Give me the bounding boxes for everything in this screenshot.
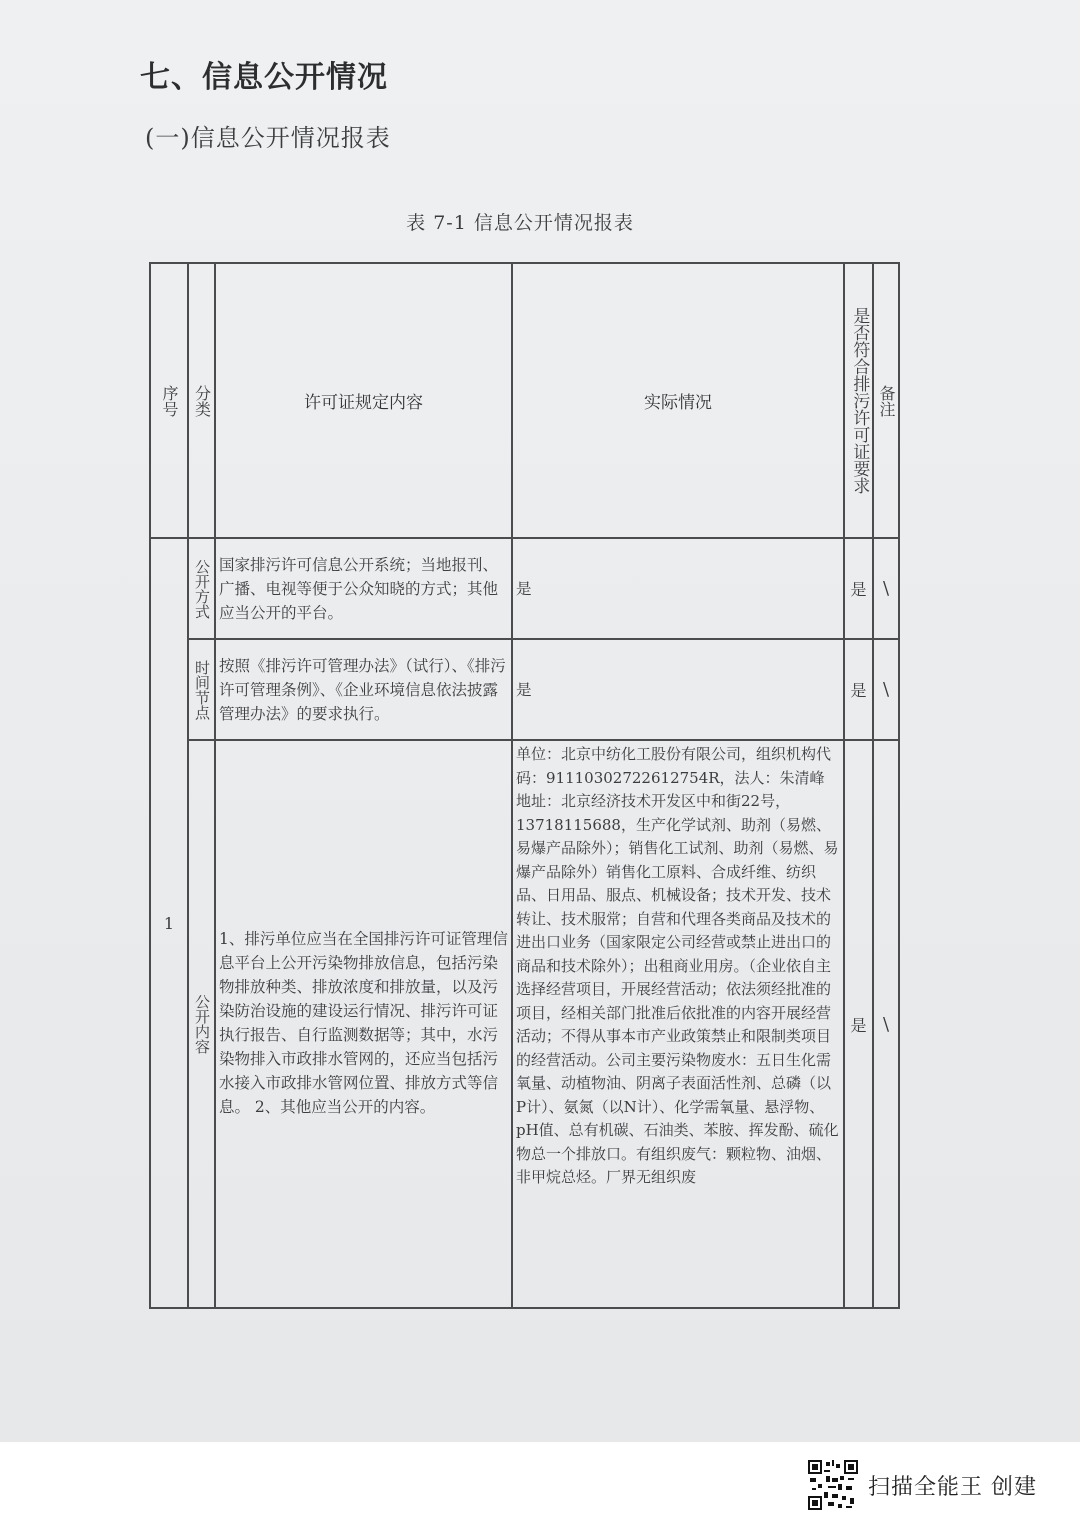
section-heading: 七、信息公开情况 [140,60,388,95]
header-actual: 实际情况 [512,263,844,538]
header-seq: 序号 [150,263,188,538]
actual-cell: 单位：北京中纺化工股份有限公司，组织机构代码：91110302722612754R，法人：朱清峰 地址：北京经济技术开发区中和街22号，13718115688，生产化学试剂、助剂（易燃、易爆产品除外）；销售化工试剂、助剂（易燃、易爆产品除外）销售化工原料、合成纤维、纺织品、日用品、服点、机械设备；技术开发、技术转让、技术服常；自营和代理各类商品及技术的进出口业务（国家限定公司经营或禁止进出口的商品和技术除外）；出租商业用房。（企业依自主选择经营项目，开展经营活动；依法须经批准的项目，经相关部门批准后依批准的内容开展经营活动；不得从事本市产业政策禁止和限制类项目的经营活动。公司主要污染物废水：五日生化需氧量、动植物油、阴离子表面活性剂、总磷（以P计）、氨氮（以N计）、化学需氧量、悬浮物、pH值、总有机碳、石油类、苯胺、挥发酚、硫化物总一个排放口。有组织废气：颗粒物、油烟、非甲烷总烃。厂界无组织废 [512,740,844,1308]
compliant-cell: 是 [844,740,873,1308]
permit-content-cell: 1、排污单位应当在全国排污许可证管理信息平台上公开污染物排放信息，包括污染物排放种类、排放浓度和排放量，以及污染防治设施的建设运行情况、排污许可证执行报告、自行监测数据等；其中，水污染物排入市政排水管网的，还应当包括污水接入市政排水管网位置、排放方式等信息。 2、其他应当公开的内容。 [215,740,512,1308]
category-cell: 公开内容 [188,740,215,1308]
subsection-heading: (一)信息公开情况报表 [145,124,391,152]
header-permit-content: 许可证规定内容 [215,263,512,538]
permit-content-cell: 按照《排污许可管理办法》（试行）、《排污许可管理条例》、《企业环境信息依法披露管理办法》的要求执行。 [215,639,512,740]
actual-cell: 是 [512,639,844,740]
remark-cell: \ [873,639,899,740]
table-row [150,639,899,740]
remark-cell: \ [873,740,899,1308]
category-cell: 时间节点 [188,639,215,740]
compliant-cell: 是 [844,639,873,740]
header-remark: 备注 [873,263,899,538]
actual-cell: 是 [512,538,844,639]
scanner-brand-label: 扫描全能王 创建 [868,1474,1037,1500]
table-caption: 表 7-1 信息公开情况报表 [406,212,634,234]
remark-cell: \ [873,538,899,639]
seq-cell: 1 [150,538,188,1308]
permit-content-cell: 国家排污许可信息公开系统；当地报刊、广播、电视等便于公众知晓的方式；其他应当公开的平台。 [215,538,512,639]
table-row [150,538,899,639]
category-cell: 公开方式 [188,538,215,639]
info-disclosure-table [149,262,900,1309]
table-header-row [150,263,899,538]
scanner-watermark [808,1459,1037,1511]
table-row [150,740,899,1308]
header-compliant: 是否符合排污许可证要求 [844,263,873,538]
compliant-cell: 是 [844,538,873,639]
qr-code-icon [808,1460,858,1510]
header-category: 分类 [188,263,215,538]
